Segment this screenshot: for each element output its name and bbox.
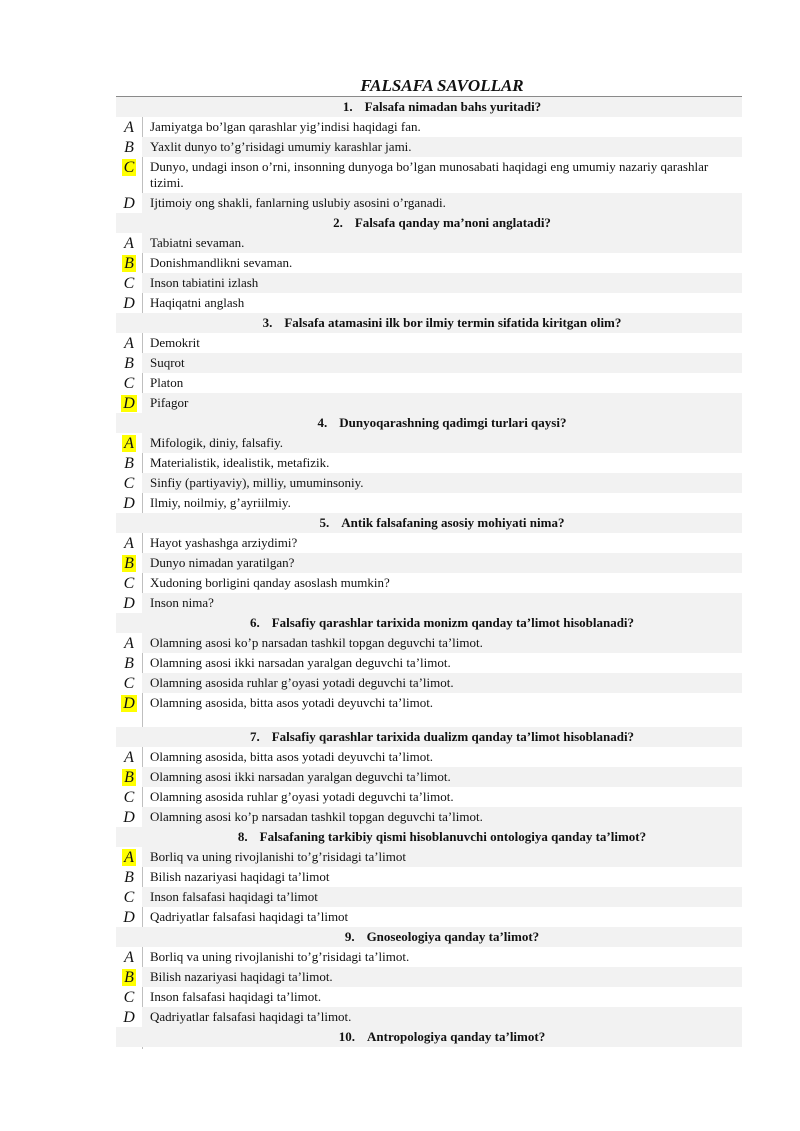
answer-option: [116, 473, 742, 493]
question-number: 4.: [317, 415, 328, 430]
question-number: 10.: [338, 1029, 356, 1044]
answer-option: [116, 967, 742, 987]
answer-letter-cell: [116, 493, 142, 513]
answer-text: Borliq va uning rivojlanishi to’g’risidagi ta’limot: [142, 847, 742, 867]
answer-text: Mifologik, diniy, falsafiy.: [142, 433, 742, 453]
answer-letter: C: [123, 889, 135, 906]
answer-text: Olamning asosida, bitta asos yotadi deyuvchi ta’limot.: [150, 749, 434, 764]
answer-letter-cell: [116, 473, 142, 493]
question-heading: [116, 213, 742, 233]
answer-text: Olamning asosida ruhlar g’oyasi yotadi deguvchi ta’limot.: [142, 673, 742, 693]
correct-answer-letter: D: [123, 695, 135, 712]
question-heading: [116, 313, 742, 333]
correct-answer-letter: B: [124, 255, 134, 272]
answer-option: [116, 373, 742, 393]
answer-text: Jamiyatga bo’lgan qarashlar yig’indisi haqidagi fan.: [150, 119, 421, 134]
answer-letter-cell: [116, 393, 142, 413]
answer-letter-cell: [116, 453, 142, 473]
answer-letter-cell: [116, 1007, 142, 1027]
answer-option: [116, 553, 742, 573]
answer-letter: D: [123, 495, 135, 512]
answer-option: [116, 693, 742, 713]
answer-letter: D: [123, 195, 135, 212]
answer-letter-cell: [116, 533, 142, 553]
question-heading: [116, 927, 742, 947]
question-text: Falsafiy qarashlar tarixida dualizm qanday ta’limot hisoblanadi?: [271, 729, 635, 744]
answer-option: [116, 433, 742, 453]
answer-letter-cell: [116, 353, 142, 373]
answer-text: Borliq va uning rivojlanishi to’g’risidagi ta’limot.: [150, 949, 410, 964]
question-list: [116, 97, 742, 1047]
question-text: Dunyoqarashning qadimgi turlari qaysi?: [339, 415, 567, 430]
question-text: Falsafa qanday ma’noni anglatadi?: [354, 215, 551, 230]
question-heading: [116, 827, 742, 847]
answer-letter-cell: [116, 433, 142, 453]
answer-text: Olamning asosi ko’p narsadan tashkil topgan deguvchi ta’limot.: [142, 633, 742, 653]
answer-text: Donishmandlikni sevaman.: [150, 255, 293, 270]
correct-answer-letter: B: [124, 969, 134, 986]
answer-letter: B: [124, 455, 134, 472]
answer-text: Dunyo, undagi inson o’rni, insonning dunyoga bo’lgan munosabati haqidagi eng umumiy nazariy qarashlar tizimi.: [150, 159, 709, 190]
answer-letter: A: [124, 335, 134, 352]
answer-letter-cell: [116, 867, 142, 887]
answer-letter: A: [124, 949, 134, 966]
correct-answer-letter: B: [124, 555, 134, 572]
answer-text: Suqrot: [142, 353, 742, 373]
answer-letter-cell: [116, 693, 142, 713]
question-number: 8.: [237, 829, 248, 844]
question-heading: [116, 513, 742, 533]
answer-letter-cell: [116, 987, 142, 1007]
answer-letter-cell: [116, 333, 142, 353]
answer-letter-cell: [116, 593, 142, 613]
document-title: FALSAFA SAVOLLAR: [360, 76, 524, 95]
answer-text: Inson falsafasi haqidagi ta’limot: [142, 887, 742, 907]
question-text: Gnoseologiya qanday ta’limot?: [366, 929, 540, 944]
answer-letter: B: [124, 869, 134, 886]
answer-letter-cell: [116, 767, 142, 787]
answer-letter: D: [123, 295, 135, 312]
answer-letter: B: [124, 355, 134, 372]
answer-letter-cell: [116, 293, 142, 313]
answer-option: [116, 233, 742, 253]
answer-letter-cell: [116, 967, 142, 987]
answer-text: Olamning asosida ruhlar g’oyasi yotadi deguvchi ta’limot.: [150, 789, 454, 804]
answer-letter: A: [124, 635, 134, 652]
answer-letter: C: [123, 475, 135, 492]
answer-text: Qadriyatlar falsafasi haqidagi ta’limot.: [142, 1007, 742, 1027]
answer-option: [116, 393, 742, 413]
answer-letter-cell: [116, 253, 142, 273]
answer-letter-cell: [116, 157, 142, 177]
answer-letter: D: [123, 595, 135, 612]
question-number: 5.: [319, 515, 330, 530]
answer-text: Bilish nazariyasi haqidagi ta’limot: [150, 869, 330, 884]
answer-text: Qadriyatlar falsafasi haqidagi ta’limot: [150, 909, 349, 924]
question-heading: [116, 613, 742, 633]
answer-text: Sinfiy (partiyaviy), milliy, umuminsoniy.: [142, 473, 742, 493]
question-number: 7.: [249, 729, 260, 744]
answer-text: Haqiqatni anglash: [150, 295, 245, 310]
answer-option: [116, 593, 742, 613]
answer-option: [116, 673, 742, 693]
answer-text: Dunyo nimadan yaratilgan?: [142, 553, 742, 573]
answer-letter-cell: [116, 807, 142, 827]
answer-option: [116, 453, 742, 473]
answer-text: Platon: [150, 375, 184, 390]
answer-letter: C: [123, 275, 135, 292]
answer-letter-cell: [116, 747, 142, 767]
answer-option: [116, 947, 742, 967]
answer-text: Ilmiy, noilmiy, g’ayriilmiy.: [150, 495, 291, 510]
answer-option: [116, 747, 742, 767]
answer-text: Demokrit: [150, 335, 200, 350]
answer-text: Olamning asosi ko’p narsadan tashkil topgan deguvchi ta’limot.: [142, 807, 742, 827]
answer-text: Inson tabiatini izlash: [142, 273, 742, 293]
answer-option: [116, 767, 742, 787]
question-number: 2.: [333, 215, 343, 230]
question-heading: [116, 413, 742, 433]
answer-option: [116, 807, 742, 827]
answer-letter-cell: [116, 137, 142, 157]
answer-option: [116, 117, 742, 137]
answer-letter: C: [123, 375, 135, 392]
answer-text: Yaxlit dunyo to’g’risidagi umumiy karashlar jami.: [142, 137, 742, 157]
answer-text: Hayot yashashga arziydimi?: [150, 535, 298, 550]
answer-option: [116, 907, 742, 927]
answer-option: [116, 887, 742, 907]
answer-letter: A: [124, 119, 134, 136]
answer-option: [116, 573, 742, 593]
answer-letter-cell: [116, 233, 142, 253]
answer-letter-cell: [116, 373, 142, 393]
answer-text: Xudoning borligini qanday asoslash mumkin?: [150, 575, 390, 590]
correct-answer-letter: B: [124, 769, 134, 786]
answer-option: [116, 353, 742, 373]
question-number: 6.: [249, 615, 260, 630]
answer-letter: C: [123, 575, 135, 592]
answer-option: [116, 193, 742, 213]
answer-option: [116, 333, 742, 353]
answer-letter: C: [123, 675, 135, 692]
question-text: Antik falsafaning asosiy mohiyati nima?: [341, 515, 565, 530]
correct-answer-letter: D: [123, 395, 135, 412]
question-text: Falsafa atamasini ilk bor ilmiy termin sifatida kiritgan olim?: [284, 315, 622, 330]
question-heading: [116, 727, 742, 747]
answer-letter-cell: [116, 653, 142, 673]
answer-option: [116, 273, 742, 293]
question-number: 1.: [342, 99, 353, 114]
correct-answer-letter: A: [124, 435, 134, 452]
question-text: Falsafa nimadan bahs yuritadi?: [364, 99, 542, 114]
correct-answer-letter: A: [124, 849, 134, 866]
answer-text: Inson nima?: [142, 593, 742, 613]
answer-letter: D: [123, 1009, 135, 1026]
answer-option: [116, 633, 742, 653]
answer-text: Olamning asosi ikki narsadan yaralgan deguvchi ta’limot.: [150, 655, 451, 670]
answer-text: Bilish nazariyasi haqidagi ta’limot.: [142, 967, 742, 987]
question-heading: [116, 1027, 742, 1047]
answer-option: [116, 533, 742, 553]
answer-text: Pifagor: [142, 393, 742, 413]
answer-letter: B: [124, 655, 134, 672]
answer-option: [116, 293, 742, 313]
answer-option: [116, 137, 742, 157]
answer-letter: C: [123, 989, 135, 1006]
question-text: Falsafiy qarashlar tarixida monizm qanday ta’limot hisoblanadi?: [271, 615, 635, 630]
answer-letter-cell: [116, 117, 142, 137]
answer-letter: D: [123, 909, 135, 926]
answer-letter-cell: [116, 907, 142, 927]
answer-option: [116, 787, 742, 807]
answer-letter: A: [124, 749, 134, 766]
question-heading: [116, 97, 742, 117]
answer-letter: B: [124, 139, 134, 156]
answer-option: [116, 1007, 742, 1027]
answer-text: Inson falsafasi haqidagi ta’limot.: [150, 989, 322, 1004]
answer-text: Olamning asosida, bitta asos yotadi deyuvchi ta’limot.: [150, 695, 434, 710]
answer-letter-cell: [116, 633, 142, 653]
answer-text: Materialistik, idealistik, metafizik.: [150, 455, 330, 470]
answer-letter-cell: [116, 573, 142, 593]
answer-letter: C: [123, 789, 135, 806]
question-text: Falsafaning tarkibiy qismi hisoblanuvchi ontologiya qanday ta’limot?: [259, 829, 647, 844]
answer-letter-cell: [116, 847, 142, 867]
question-number: 9.: [344, 929, 355, 944]
question-text: Antropologiya qanday ta’limot?: [367, 1029, 546, 1044]
answer-letter-cell: [116, 947, 142, 967]
answer-letter: A: [124, 235, 134, 252]
answer-option: [116, 157, 742, 193]
question-number: 3.: [262, 315, 273, 330]
answer-letter-cell: [116, 673, 142, 693]
answer-option: [116, 847, 742, 867]
answer-option: [116, 867, 742, 887]
answer-letter-cell: [116, 887, 142, 907]
answer-option: [116, 987, 742, 1007]
answer-letter-cell: [116, 273, 142, 293]
answer-text: Tabiatni sevaman.: [142, 233, 742, 253]
answer-text: Ijtimoiy ong shakli, fanlarning uslubiy asosini o’rganadi.: [142, 193, 742, 213]
answer-letter: A: [124, 535, 134, 552]
answer-letter: D: [123, 809, 135, 826]
answer-letter-cell: [116, 787, 142, 807]
correct-answer-letter: C: [123, 159, 135, 176]
answer-letter-cell: [116, 193, 142, 213]
answer-text: Olamning asosi ikki narsadan yaralgan deguvchi ta’limot.: [142, 767, 742, 787]
answer-letter-cell: [116, 553, 142, 573]
answer-option: [116, 493, 742, 513]
answer-option: [116, 653, 742, 673]
answer-option: [116, 253, 742, 273]
